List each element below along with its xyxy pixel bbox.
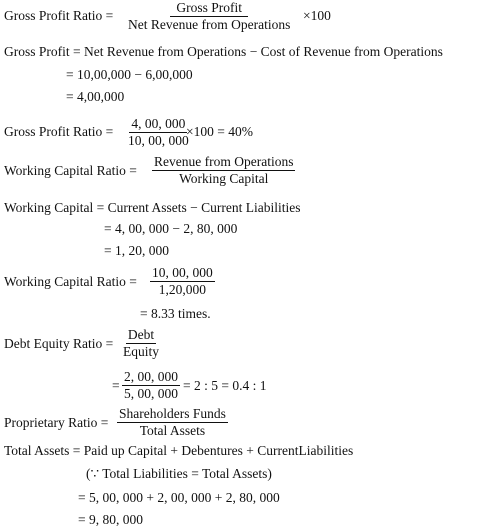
- fraction-numerator: Shareholders Funds: [119, 406, 226, 421]
- debt-equity-calc-equals: =: [112, 378, 120, 393]
- proprietary-ratio-label: Proprietary Ratio =: [4, 415, 109, 430]
- gross-profit-ratio-calc-fraction: [126, 116, 191, 149]
- gross-profit-ratio-fraction: [126, 0, 292, 33]
- fraction-numerator: 10, 00, 000: [152, 265, 213, 280]
- total-assets-step: = 5, 00, 000 + 2, 00, 000 + 2, 80, 000: [78, 490, 280, 505]
- gross-profit-ratio-calc-label: Gross Profit Ratio =: [4, 124, 114, 139]
- gross-profit-result: = 4,00,000: [66, 89, 125, 104]
- debt-equity-calc-fraction: [122, 369, 180, 402]
- working-capital-result: = 1, 20, 000: [104, 243, 169, 258]
- fraction-numerator: 4, 00, 000: [131, 116, 186, 131]
- working-capital-ratio-fraction: [152, 154, 295, 187]
- total-assets-result: = 9, 80, 000: [78, 512, 143, 527]
- fraction-denominator: 1,20,000: [158, 282, 206, 297]
- gross-profit-step: = 10,00,000 − 6,00,000: [66, 67, 193, 82]
- fraction-numerator: 2, 00, 000: [124, 369, 178, 384]
- gross-profit-ratio-calc-result: ×100 = 40%: [186, 124, 253, 139]
- fraction-numerator: Revenue from Operations: [154, 154, 294, 169]
- fraction-numerator: Debt: [127, 327, 155, 342]
- debt-equity-ratio-fraction: [121, 327, 161, 360]
- working-capital-ratio-label: Working Capital Ratio =: [4, 163, 137, 178]
- total-assets-definition: Total Assets = Paid up Capital + Debentures + CurrentLiabilities: [4, 443, 354, 458]
- fraction-denominator: 5, 00, 000: [124, 386, 178, 401]
- proprietary-ratio-fraction: [117, 406, 228, 439]
- fraction-numerator: Gross Profit: [170, 0, 248, 17]
- fraction-denominator: Working Capital: [179, 171, 269, 186]
- working-capital-ratio-calc-fraction: [150, 265, 215, 298]
- debt-equity-calc-result: = 2 : 5 = 0.4 : 1: [183, 378, 267, 393]
- working-capital-ratio-calc-label: Working Capital Ratio =: [4, 274, 137, 289]
- gross-profit-definition: Gross Profit = Net Revenue from Operations − Cost of Revenue from Operations: [4, 44, 443, 59]
- fraction-denominator: Equity: [123, 344, 159, 359]
- multiply-hundred: ×100: [303, 8, 331, 23]
- fraction-denominator: 10, 00, 000: [128, 133, 189, 148]
- total-assets-note: (∵ Total Liabilities = Total Assets): [86, 466, 272, 481]
- gross-profit-ratio-label: Gross Profit Ratio =: [4, 8, 114, 23]
- fraction-denominator: Net Revenue from Operations: [128, 17, 291, 32]
- working-capital-step: = 4, 00, 000 − 2, 80, 000: [104, 221, 238, 236]
- debt-equity-ratio-label: Debt Equity Ratio =: [4, 336, 114, 351]
- working-capital-definition: Working Capital = Current Assets − Current Liabilities: [4, 200, 301, 215]
- working-capital-ratio-result: = 8.33 times.: [140, 306, 211, 321]
- fraction-denominator: Total Assets: [139, 423, 206, 438]
